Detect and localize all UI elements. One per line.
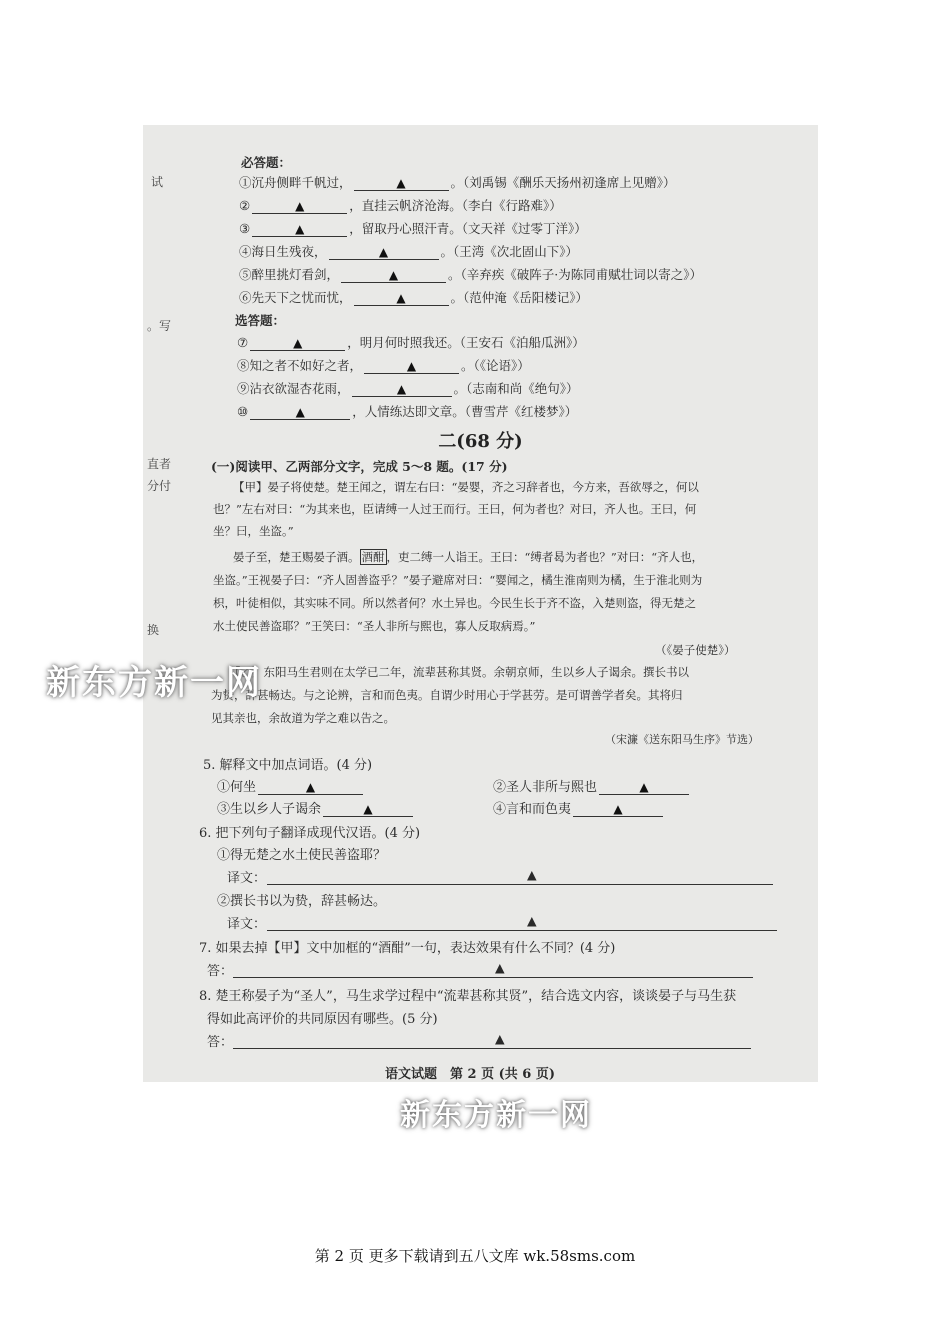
download-footer: 第 2 页 更多下载请到五八文库 wk.58sms.com: [314, 1247, 636, 1265]
answer-line: [267, 883, 773, 885]
fill-item: ⑩ ▲ ，人情练达即文章。（曹雪芹《红楼梦》）: [237, 404, 578, 419]
answer-blank: ▲: [573, 802, 663, 817]
fill-item: ⑧知之者不如好之者， ▲ 。（《论语》）: [237, 358, 530, 373]
q5-item: ①何坐 ▲: [217, 776, 365, 795]
margin-fragment: 分付: [147, 479, 172, 493]
q5-item: ②圣人非所与熙也 ▲: [493, 776, 691, 795]
q5-item: ③生以乡人子谒余 ▲: [217, 798, 415, 817]
section-title: 二(68 分): [438, 431, 523, 452]
optional-label: 选答题：: [235, 313, 286, 328]
margin-fragment: 。写: [147, 319, 172, 333]
jia-text-line: 【甲】晏子将使楚。楚王闻之，谓左右曰：“晏婴，齐之习辞者也，今方来，吾欲辱之，何以: [233, 480, 699, 494]
answer-blank: ▲: [329, 245, 439, 260]
jia-text-line: 坐盗。”王视晏子曰：“齐人固善盗乎？”晏子避席对曰：“婴闻之，橘生淮南则为橘，生于淮北则为: [213, 573, 703, 587]
jia-text-line: 也？”左右对曰：“为其来也，臣请缚一人过王而行。王曰，何为者也？对曰，齐人也。王曰，何: [213, 502, 697, 516]
jia-text-line: 枳，叶徒相似，其实味不同。所以然者何？水土异也。今民生长于齐不盗，入楚则盗，得无楚之: [213, 596, 696, 610]
fill-item: ⑦ ▲ ，明月何时照我还。（王安石《泊船瓜洲》）: [237, 335, 585, 350]
answer-blank: ▲: [354, 176, 449, 191]
answer-label: 答：: [207, 964, 234, 979]
jia-source: （《晏子使楚》）: [655, 643, 736, 657]
fill-item: ② ▲ ，直挂云帆济沧海。（李白《行路难》）: [239, 198, 562, 213]
question-7: 7. 如果去掉【甲】文中加框的“酒酣”一句，表达效果有什么不同？(4 分): [199, 941, 616, 956]
reading-title: (一)阅读甲、乙两部分文字，完成 5～8 题。(17 分): [211, 459, 508, 474]
fill-item: ③ ▲ ，留取丹心照汗青。（文天祥《过零丁洋》）: [239, 221, 587, 236]
answer-blank: ▲: [341, 268, 446, 283]
yi-text-line: 【乙】东阳马生君则在太学已二年，流辈甚称其贤。余朝京师，生以乡人子谒余。撰长书以: [229, 665, 689, 679]
answer-blank: ▲: [252, 199, 347, 214]
required-label: 必答题：: [241, 155, 292, 170]
answer-blank: ▲: [599, 780, 689, 795]
q6-sentence: ①得无楚之水土使民善盗耶？: [217, 848, 387, 863]
jia-text-line: 水土使民善盗耶？”王笑曰：“圣人非所与熙也，寡人反取病焉。”: [213, 619, 536, 633]
fill-item: ⑤醉里挑灯看剑， ▲ 。（辛弃疾《破阵子·为陈同甫赋壮词以寄之》）: [239, 267, 703, 282]
question-8: 8. 楚王称晏子为“圣人”，马生求学过程中“流辈甚称其贤”，结合选文内容，谈谈晏子与马生获: [199, 989, 737, 1004]
exam-page-number: 语文试题 第 2 页 (共 6 页): [385, 1067, 556, 1082]
question-6: 6. 把下列句子翻译成现代汉语。(4 分): [199, 826, 421, 841]
q6-sentence: ②撰长书以为贽，辞甚畅达。: [217, 894, 387, 909]
yi-text-line: 为贽，辞甚畅达。与之论辨，言和而色夷。自谓少时用心于学甚劳。是可谓善学者矣。其将归: [211, 688, 683, 702]
margin-fragment: 试: [151, 175, 164, 189]
answer-blank: ▲: [250, 405, 350, 420]
answer-line: [233, 1047, 751, 1049]
fill-item: ⑨沾衣欲湿杏花雨， ▲ 。（志南和尚《绝句》）: [237, 381, 579, 396]
margin-fragment: 直者: [147, 457, 172, 471]
fill-item: ⑥先天下之忧而忧， ▲ 。（范仲淹《岳阳楼记》）: [239, 290, 589, 305]
answer-blank: ▲: [250, 336, 345, 351]
answer-blank: ▲: [354, 291, 449, 306]
yi-text-line: 见其亲也，余故道为学之难以告之。: [211, 711, 395, 725]
margin-fragment: 换: [147, 623, 160, 637]
answer-marker: ▲: [495, 960, 505, 975]
boxed-phrase: 酒酣: [361, 550, 385, 564]
answer-line: [233, 976, 753, 978]
fill-item: ①沉舟侧畔千帆过， ▲ 。（刘禹锡《酬乐天扬州初逢席上见赠》）: [239, 175, 676, 190]
answer-marker: ▲: [527, 913, 537, 928]
q5-item: ④言和而色夷 ▲: [493, 798, 665, 817]
question-5: 5. 解释文中加点词语。(4 分): [203, 758, 373, 773]
yi-source: （宋濂《送东阳马生序》节选）: [605, 733, 759, 746]
question-8-cont: 得如此高评价的共同原因有哪些。(5 分): [207, 1012, 438, 1027]
jia-text-line: 坐？曰，坐盗。”: [213, 524, 294, 538]
watermark: 新东方新一网: [400, 1098, 592, 1133]
answer-label: 答：: [207, 1035, 234, 1050]
answer-line: [267, 929, 777, 931]
answer-marker: ▲: [527, 867, 537, 882]
answer-blank: ▲: [258, 780, 363, 795]
jia-text-line: 晏子至，楚王赐晏子酒。 酒酣 ，吏二缚一人诣王。王曰：“缚者曷为者也？”对曰：“齐人也，: [233, 550, 704, 564]
answer-blank: ▲: [323, 802, 413, 817]
answer-blank: ▲: [352, 382, 452, 397]
translate-label: 译文：: [227, 917, 267, 932]
exam-page-photo: [143, 125, 818, 1082]
fill-item: ④海日生残夜， ▲ 。（王湾《次北固山下》）: [239, 244, 579, 259]
answer-blank: ▲: [364, 359, 459, 374]
answer-marker: ▲: [495, 1031, 505, 1046]
watermark: 新东方新一网: [46, 663, 262, 703]
translate-label: 译文：: [227, 871, 267, 886]
answer-blank: ▲: [252, 222, 347, 237]
